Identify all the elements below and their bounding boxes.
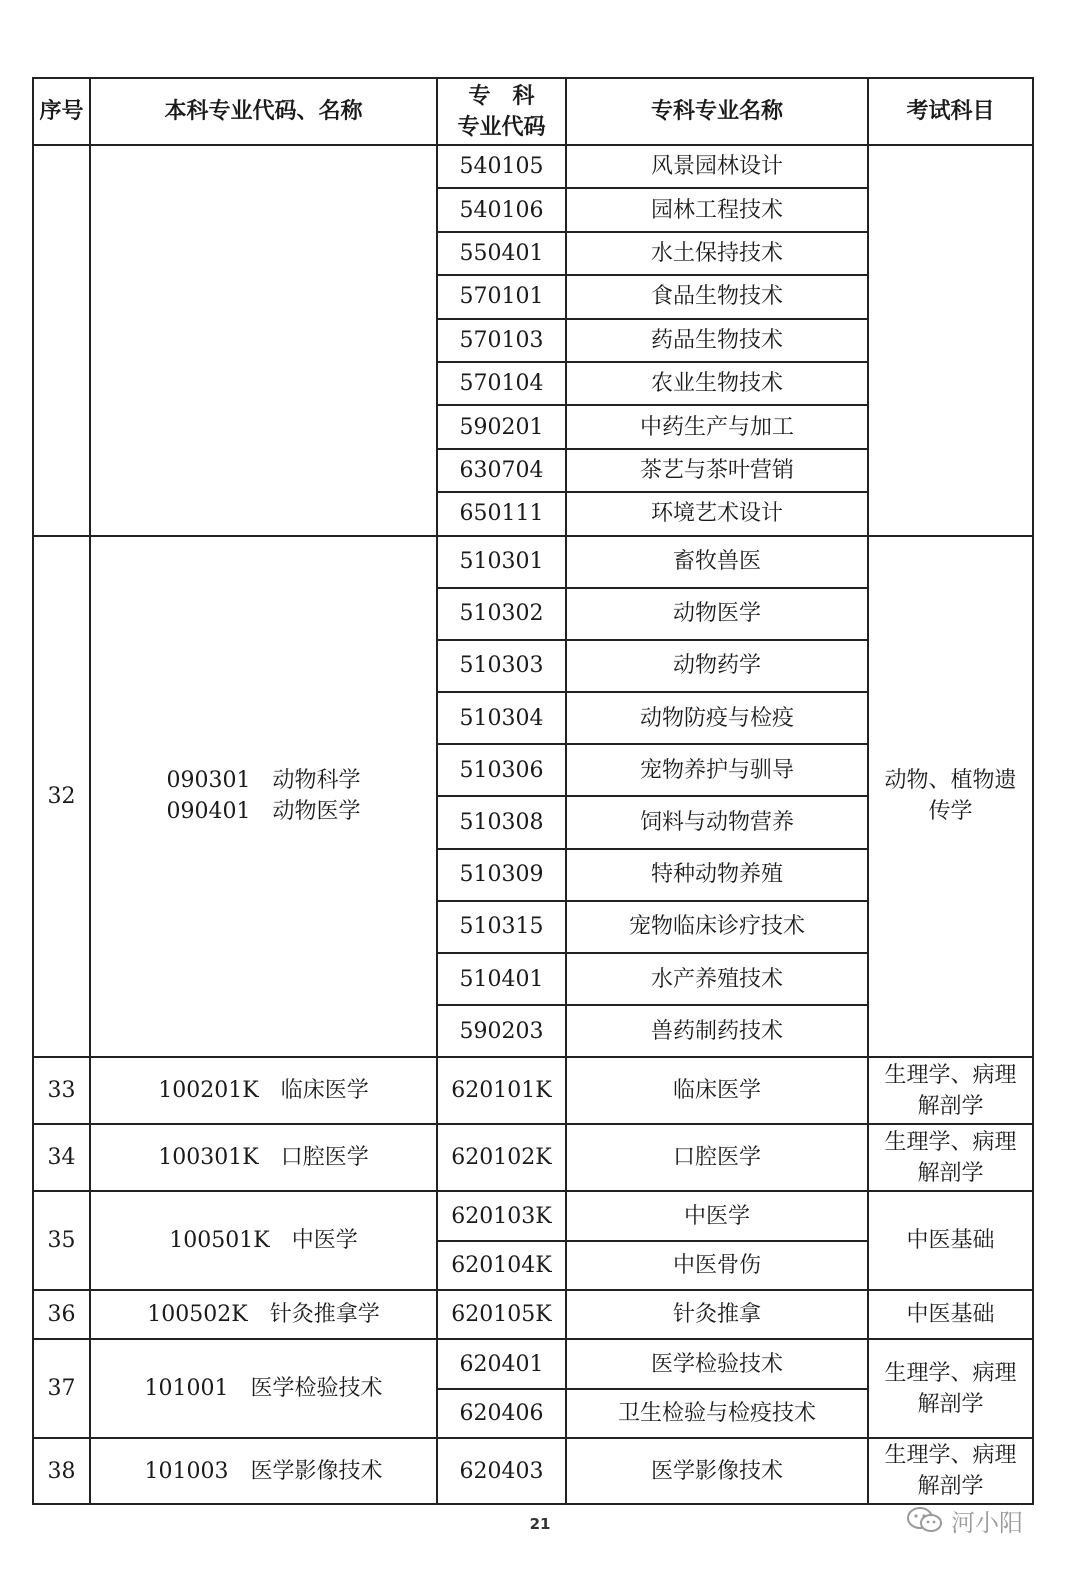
table-body bbox=[33, 145, 1033, 1504]
header-college-code-line1: 专 科 bbox=[468, 83, 535, 109]
seq-cell: 33 bbox=[33, 1057, 90, 1124]
college-code-cell: 510302 bbox=[437, 588, 566, 640]
college-major-name-cell: 医学影像技术 bbox=[566, 1438, 868, 1504]
college-code-cell: 540105 bbox=[437, 145, 566, 188]
seq-cell: 32 bbox=[33, 536, 90, 1058]
college-code-cell: 620103K bbox=[437, 1191, 566, 1241]
table-row bbox=[33, 1290, 1033, 1339]
college-code-cell: 570101 bbox=[437, 275, 566, 318]
college-code-cell: 620406 bbox=[437, 1389, 566, 1439]
college-code-cell: 510401 bbox=[437, 953, 566, 1005]
header-college-major-name: 专科专业名称 bbox=[566, 78, 868, 145]
college-code-cell: 550401 bbox=[437, 232, 566, 275]
exam-subjects-cell: 动物、植物遗传学 bbox=[868, 536, 1033, 1058]
college-code-cell: 510315 bbox=[437, 901, 566, 953]
college-major-name-cell: 宠物养护与驯导 bbox=[566, 744, 868, 796]
college-major-name-cell: 饲料与动物营养 bbox=[566, 796, 868, 848]
header-college-code-line2: 专业代码 bbox=[457, 114, 546, 140]
undergrad-major-cell bbox=[90, 1339, 437, 1438]
header-exam-subjects: 考试科目 bbox=[868, 78, 1033, 145]
college-code-cell: 590201 bbox=[437, 405, 566, 448]
college-code-cell: 620403 bbox=[437, 1438, 566, 1504]
college-major-name-cell: 中药生产与加工 bbox=[566, 405, 868, 448]
college-major-name-cell: 动物防疫与检疫 bbox=[566, 692, 868, 744]
college-major-name-cell: 园林工程技术 bbox=[566, 188, 868, 231]
college-code-cell: 510308 bbox=[437, 796, 566, 848]
exam-subjects-cell: 生理学、病理解剖学 bbox=[868, 1438, 1033, 1504]
college-major-name-cell: 针灸推拿 bbox=[566, 1290, 868, 1339]
undergrad-major-cell bbox=[90, 1438, 437, 1504]
watermark bbox=[905, 1500, 1023, 1540]
undergrad-major-line: 101001 医学检验技术 bbox=[144, 1376, 383, 1402]
college-major-name-cell: 风景园林设计 bbox=[566, 145, 868, 188]
college-major-name-cell: 水产养殖技术 bbox=[566, 953, 868, 1005]
undergrad-major-line: 090401 动物医学 bbox=[166, 799, 361, 825]
seq-cell: 35 bbox=[33, 1191, 90, 1290]
table-row bbox=[33, 145, 1033, 188]
college-major-name-cell: 环境艺术设计 bbox=[566, 492, 868, 535]
college-major-name-cell: 中医学 bbox=[566, 1191, 868, 1241]
college-code-cell: 570104 bbox=[437, 362, 566, 405]
college-code-cell: 510301 bbox=[437, 536, 566, 588]
exam-subjects-cell: 中医基础 bbox=[868, 1290, 1033, 1339]
undergrad-major-cell bbox=[90, 1057, 437, 1124]
watermark-text: 河小阳 bbox=[951, 1508, 1023, 1537]
undergrad-major-line: 100501K 中医学 bbox=[169, 1228, 358, 1254]
college-major-name-cell: 食品生物技术 bbox=[566, 275, 868, 318]
seq-cell: 36 bbox=[33, 1290, 90, 1339]
exam-subjects-cell: 生理学、病理解剖学 bbox=[868, 1057, 1033, 1124]
exam-subjects-cell bbox=[868, 145, 1033, 536]
header-row bbox=[33, 78, 1033, 145]
header-seq: 序号 bbox=[33, 78, 90, 145]
table-row bbox=[33, 1438, 1033, 1504]
college-code-cell: 510309 bbox=[437, 849, 566, 901]
college-major-name-cell: 动物药学 bbox=[566, 640, 868, 692]
college-code-cell: 510303 bbox=[437, 640, 566, 692]
seq-cell: 34 bbox=[33, 1124, 90, 1191]
undergrad-major-cell bbox=[90, 1191, 437, 1290]
undergrad-major-cell bbox=[90, 1124, 437, 1191]
college-major-name-cell: 医学检验技术 bbox=[566, 1339, 868, 1389]
college-major-name-cell: 畜牧兽医 bbox=[566, 536, 868, 588]
college-code-cell: 620104K bbox=[437, 1241, 566, 1291]
college-code-cell: 650111 bbox=[437, 492, 566, 535]
college-code-cell: 510306 bbox=[437, 744, 566, 796]
college-major-name-cell: 动物医学 bbox=[566, 588, 868, 640]
header-college-code bbox=[437, 78, 566, 145]
college-code-cell: 620105K bbox=[437, 1290, 566, 1339]
college-major-name-cell: 临床医学 bbox=[566, 1057, 868, 1124]
college-major-name-cell: 水土保持技术 bbox=[566, 232, 868, 275]
college-code-cell: 590203 bbox=[437, 1005, 566, 1057]
college-major-name-cell: 药品生物技术 bbox=[566, 319, 868, 362]
college-code-cell: 570103 bbox=[437, 319, 566, 362]
college-code-cell: 540106 bbox=[437, 188, 566, 231]
college-code-cell: 620101K bbox=[437, 1057, 566, 1124]
college-major-name-cell: 口腔医学 bbox=[566, 1124, 868, 1191]
college-code-cell: 620102K bbox=[437, 1124, 566, 1191]
college-major-name-cell: 农业生物技术 bbox=[566, 362, 868, 405]
table-row bbox=[33, 536, 1033, 588]
seq-cell: 38 bbox=[33, 1438, 90, 1504]
seq-cell: 37 bbox=[33, 1339, 90, 1438]
page-number: 21 bbox=[529, 1515, 551, 1533]
table-row bbox=[33, 1057, 1033, 1124]
college-major-name-cell: 特种动物养殖 bbox=[566, 849, 868, 901]
college-major-name-cell: 兽药制药技术 bbox=[566, 1005, 868, 1057]
undergrad-major-line: 100301K 口腔医学 bbox=[158, 1145, 369, 1171]
exam-subjects-cell: 中医基础 bbox=[868, 1191, 1033, 1290]
undergrad-major-cell bbox=[90, 145, 437, 536]
table-row bbox=[33, 1124, 1033, 1191]
undergrad-major-cell bbox=[90, 1290, 437, 1339]
exam-subjects-cell: 生理学、病理解剖学 bbox=[868, 1339, 1033, 1438]
undergrad-major-line: 101003 医学影像技术 bbox=[144, 1458, 383, 1484]
undergrad-major-line: 100201K 临床医学 bbox=[158, 1078, 369, 1104]
seq-cell bbox=[33, 145, 90, 536]
college-major-name-cell: 卫生检验与检疫技术 bbox=[566, 1389, 868, 1439]
college-major-name-cell: 中医骨伤 bbox=[566, 1241, 868, 1291]
college-code-cell: 510304 bbox=[437, 692, 566, 744]
wechat-icon bbox=[905, 1505, 945, 1535]
table-row bbox=[33, 1339, 1033, 1389]
college-major-name-cell: 茶艺与茶叶营销 bbox=[566, 449, 868, 492]
major-exam-table bbox=[32, 77, 1034, 1505]
header-undergrad-major: 本科专业代码、名称 bbox=[90, 78, 437, 145]
undergrad-major-line: 100502K 针灸推拿学 bbox=[147, 1302, 380, 1328]
table-row bbox=[33, 1191, 1033, 1241]
college-code-cell: 620401 bbox=[437, 1339, 566, 1389]
college-major-name-cell: 宠物临床诊疗技术 bbox=[566, 901, 868, 953]
undergrad-major-cell bbox=[90, 536, 437, 1058]
exam-subjects-cell: 生理学、病理解剖学 bbox=[868, 1124, 1033, 1191]
college-code-cell: 630704 bbox=[437, 449, 566, 492]
undergrad-major-line: 090301 动物科学 bbox=[166, 768, 361, 794]
